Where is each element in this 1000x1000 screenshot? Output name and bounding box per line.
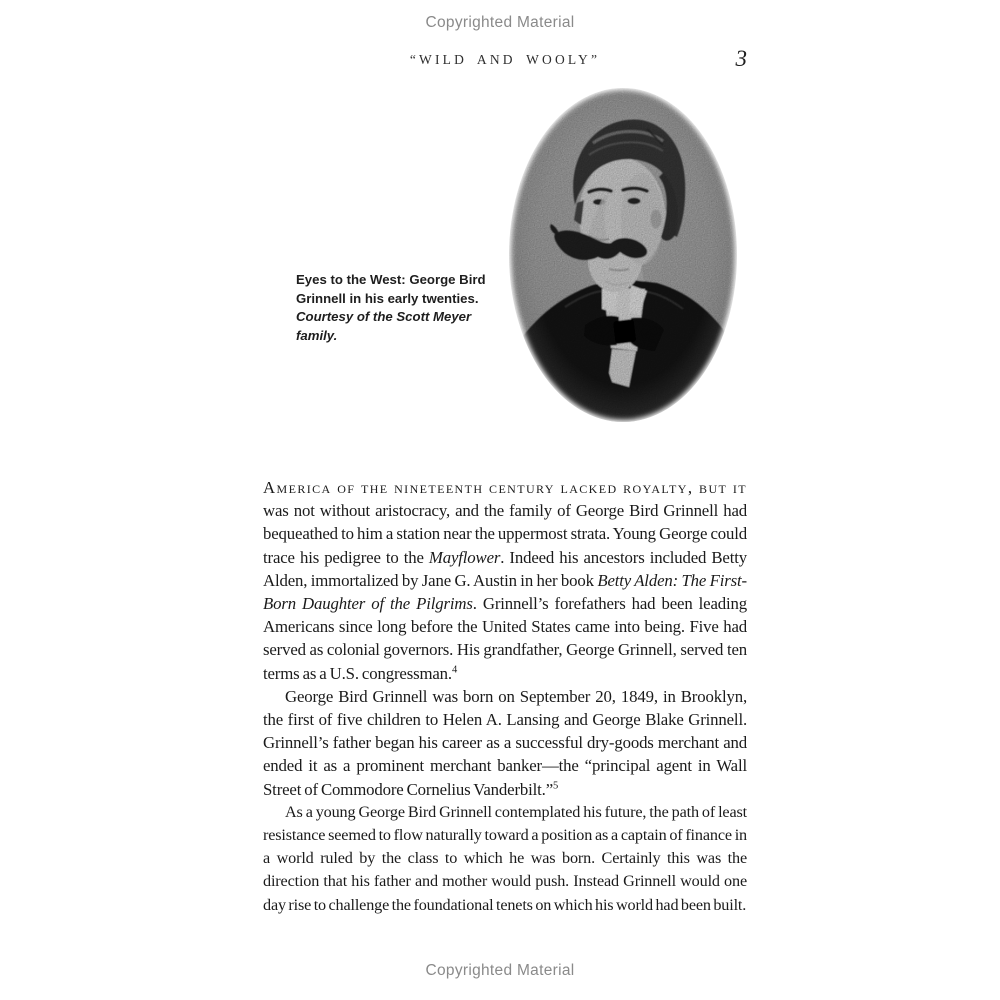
chapter-title: “WILD AND WOOLY” <box>409 52 601 67</box>
paragraph-text: As a young George Bird Grinnell contemplated his future, the path of least resistance seemed to flow naturally toward a position as a captain of finance in a world ruled by the class to which he was born. Certainly this was the direction that his father and mother would push. Instead Grinnell would one day rise to challenge the foundational tenets on which his world had been built. <box>263 802 747 914</box>
italic-title: Mayflower <box>428 547 501 567</box>
caption-credit: Courtesy of the Scott Meyer family. <box>296 309 472 343</box>
italic-title: Betty Alden: The First-Born Daughter of the Pilgrims <box>263 570 747 614</box>
paragraph-text: . Indeed his ancestors included Betty Alden, immortalized by Jane G. Austin in her book <box>263 547 747 590</box>
caption-line: Grinnell in his early twenties. <box>296 290 479 306</box>
footnote-marker: 4 <box>451 664 458 676</box>
caption-line: Eyes to the West: George Bird <box>296 272 486 287</box>
portrait-photo <box>505 85 741 425</box>
paragraph-text: . Grinnell’s forefathers had been leading Americans since long before the United States came into being. Five had served as colonial governors. His grandfather, George Grinnell, served ten terms as a U.S. congressman. <box>263 594 747 683</box>
copyright-notice-top: Copyrighted Material <box>425 14 575 31</box>
footnote-marker: 5 <box>553 780 559 792</box>
smallcaps-opener: America of the nineteenth century lacked royalty, but it <box>263 478 747 497</box>
portrait-illustration <box>505 85 741 425</box>
body-text <box>263 476 747 917</box>
paragraph-2 <box>263 685 747 801</box>
paragraph-text: was not without aristocracy, and the family of George Bird Grinnell had bequeathed to him a station near the uppermost strata. Young George could trace his pedigree to the <box>263 501 747 567</box>
running-header <box>263 46 747 76</box>
photo-caption <box>296 271 496 345</box>
paragraph-3 <box>263 801 747 917</box>
paragraph-text: George Bird Grinnell was born on September 20, 1849, in Brooklyn, the first of five children to Helen A. Lansing and George Blake Grinnell. Grinnell’s father began his career as a successful dry-goods merchant and ended it as a prominent merchant banker—the “principal agent in Wall Street of Commodore Cornelius Vanderbilt.” <box>263 686 747 799</box>
page-number: 3 <box>735 46 747 71</box>
paragraph-1 <box>263 476 747 685</box>
copyright-notice-bottom: Copyrighted Material <box>425 962 575 979</box>
